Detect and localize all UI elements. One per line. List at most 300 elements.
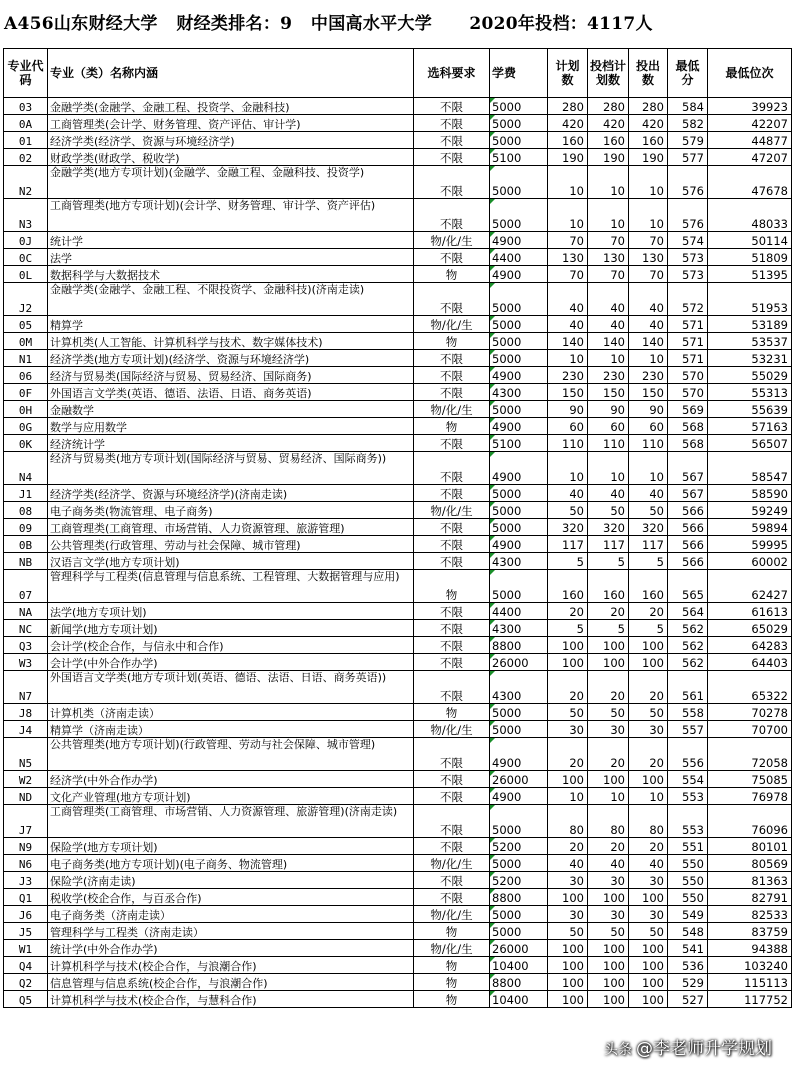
row-min-rank: 53189	[708, 316, 792, 333]
row-fee: 4900	[490, 788, 548, 805]
row-subject-requirement: 物/化/生	[414, 855, 490, 872]
row-plan: 100	[548, 771, 588, 788]
row-name: 法学(地方专项计划)	[48, 603, 414, 620]
row-plan: 280	[548, 98, 588, 115]
row-out: 5	[629, 620, 668, 637]
row-min-rank: 39923	[708, 98, 792, 115]
row-toudang-plan: 40	[588, 855, 629, 872]
row-fee: 5000	[490, 316, 548, 333]
row-code: J4	[4, 721, 48, 738]
row-fee: 5100	[490, 149, 548, 166]
row-fee: 5200	[490, 838, 548, 855]
row-toudang-plan: 40	[588, 283, 629, 316]
row-min-score: 549	[668, 906, 708, 923]
row-subject-requirement: 不限	[414, 620, 490, 637]
row-name: 工商管理类(地方专项计划)(会计学、财务管理、审计学、资产评估)	[48, 199, 414, 232]
row-subject-requirement: 物	[414, 333, 490, 350]
row-name: 会计学(中外合作办学)	[48, 654, 414, 671]
table-row	[4, 603, 792, 620]
row-toudang-plan: 20	[588, 738, 629, 771]
table-row	[4, 384, 792, 401]
row-subject-requirement: 物	[414, 991, 490, 1008]
row-min-score: 551	[668, 838, 708, 855]
table-row	[4, 620, 792, 637]
row-code: Q2	[4, 974, 48, 991]
row-subject-requirement: 不限	[414, 553, 490, 570]
row-min-score: 570	[668, 384, 708, 401]
row-plan: 100	[548, 889, 588, 906]
row-min-rank: 53537	[708, 333, 792, 350]
table-row	[4, 249, 792, 266]
row-subject-requirement: 不限	[414, 435, 490, 452]
row-fee: 5000	[490, 199, 548, 232]
row-toudang-plan: 30	[588, 872, 629, 889]
header-fee: 学费	[490, 49, 548, 98]
table-row	[4, 502, 792, 519]
table-row	[4, 485, 792, 502]
row-subject-requirement: 不限	[414, 771, 490, 788]
row-out: 100	[629, 974, 668, 991]
row-plan: 30	[548, 906, 588, 923]
row-toudang-plan: 30	[588, 906, 629, 923]
row-subject-requirement: 不限	[414, 536, 490, 553]
row-plan: 20	[548, 671, 588, 704]
row-fee: 26000	[490, 940, 548, 957]
row-name: 经济与贸易类(国际经济与贸易、贸易经济、国际商务)	[48, 367, 414, 384]
row-subject-requirement: 不限	[414, 788, 490, 805]
row-plan: 110	[548, 435, 588, 452]
row-fee: 5000	[490, 98, 548, 115]
row-fee: 10400	[490, 957, 548, 974]
row-min-score: 566	[668, 553, 708, 570]
row-name: 汉语言文学(地方专项计划)	[48, 553, 414, 570]
row-plan: 140	[548, 333, 588, 350]
row-min-rank: 65322	[708, 671, 792, 704]
row-name: 电子商务类(物流管理、电子商务)	[48, 502, 414, 519]
row-min-score: 568	[668, 418, 708, 435]
row-min-rank: 59894	[708, 519, 792, 536]
row-code: N2	[4, 166, 48, 199]
row-fee: 8800	[490, 974, 548, 991]
row-min-score: 553	[668, 788, 708, 805]
row-min-rank: 53231	[708, 350, 792, 367]
row-subject-requirement: 不限	[414, 485, 490, 502]
row-min-rank: 55639	[708, 401, 792, 418]
watermark-brand: 头条	[604, 1042, 632, 1058]
row-plan: 20	[548, 738, 588, 771]
table-row	[4, 418, 792, 435]
row-plan: 70	[548, 232, 588, 249]
table-row	[4, 553, 792, 570]
header-out: 投出数	[629, 49, 668, 98]
row-min-rank: 117752	[708, 991, 792, 1008]
row-subject-requirement: 物/化/生	[414, 940, 490, 957]
row-plan: 5	[548, 620, 588, 637]
row-code: 0K	[4, 435, 48, 452]
row-code: NC	[4, 620, 48, 637]
row-name: 财政学类(财政学、税收学)	[48, 149, 414, 166]
row-code: 0F	[4, 384, 48, 401]
row-min-rank: 115113	[708, 974, 792, 991]
row-toudang-plan: 5	[588, 553, 629, 570]
row-name: 金融学类(金融学、金融工程、投资学、金融科技)	[48, 98, 414, 115]
row-out: 160	[629, 132, 668, 149]
row-min-score: 527	[668, 991, 708, 1008]
row-code: Q3	[4, 637, 48, 654]
table-row	[4, 771, 792, 788]
row-min-score: 576	[668, 166, 708, 199]
row-plan: 320	[548, 519, 588, 536]
row-name: 新闻学(地方专项计划)	[48, 620, 414, 637]
row-subject-requirement: 物	[414, 704, 490, 721]
row-min-score: 550	[668, 889, 708, 906]
row-min-score: 564	[668, 603, 708, 620]
row-min-score: 529	[668, 974, 708, 991]
row-min-score: 566	[668, 536, 708, 553]
table-row	[4, 316, 792, 333]
row-fee: 8800	[490, 637, 548, 654]
row-plan: 10	[548, 199, 588, 232]
row-name: 电子商务类(地方专项计划)(电子商务、物流管理)	[48, 855, 414, 872]
row-name: 统计学	[48, 232, 414, 249]
row-subject-requirement: 不限	[414, 671, 490, 704]
row-name: 计算机类(人工智能、计算机科学与技术、数字媒体技术)	[48, 333, 414, 350]
row-plan: 40	[548, 316, 588, 333]
row-min-score: 561	[668, 671, 708, 704]
row-out: 70	[629, 266, 668, 283]
row-code: 0M	[4, 333, 48, 350]
row-subject-requirement: 不限	[414, 637, 490, 654]
table-row	[4, 957, 792, 974]
row-plan: 230	[548, 367, 588, 384]
row-name: 计算机科学与技术(校企合作，与慧科合作)	[48, 991, 414, 1008]
row-subject-requirement: 不限	[414, 149, 490, 166]
row-min-score: 536	[668, 957, 708, 974]
row-out: 100	[629, 889, 668, 906]
row-out: 100	[629, 654, 668, 671]
row-min-rank: 64403	[708, 654, 792, 671]
row-plan: 20	[548, 838, 588, 855]
row-toudang-plan: 10	[588, 788, 629, 805]
row-min-rank: 51953	[708, 283, 792, 316]
row-min-rank: 61613	[708, 603, 792, 620]
row-out: 60	[629, 418, 668, 435]
watermark	[604, 1037, 772, 1061]
row-min-rank: 59995	[708, 536, 792, 553]
row-fee: 4300	[490, 620, 548, 637]
row-plan: 130	[548, 249, 588, 266]
row-plan: 40	[548, 283, 588, 316]
row-toudang-plan: 100	[588, 654, 629, 671]
row-name: 公共管理类(行政管理、劳动与社会保障、城市管理)	[48, 536, 414, 553]
row-out: 40	[629, 316, 668, 333]
row-toudang-plan: 100	[588, 991, 629, 1008]
row-fee: 5000	[490, 283, 548, 316]
row-fee: 4900	[490, 452, 548, 485]
row-subject-requirement: 物	[414, 957, 490, 974]
row-plan: 30	[548, 721, 588, 738]
row-out: 90	[629, 401, 668, 418]
row-code: 07	[4, 570, 48, 603]
row-name: 精算学	[48, 316, 414, 333]
row-out: 140	[629, 333, 668, 350]
row-min-rank: 70700	[708, 721, 792, 738]
row-subject-requirement: 物	[414, 923, 490, 940]
row-min-score: 579	[668, 132, 708, 149]
row-min-rank: 47207	[708, 149, 792, 166]
row-out: 150	[629, 384, 668, 401]
row-toudang-plan: 70	[588, 232, 629, 249]
row-fee: 5000	[490, 166, 548, 199]
row-plan: 10	[548, 788, 588, 805]
row-plan: 50	[548, 923, 588, 940]
row-toudang-plan: 230	[588, 367, 629, 384]
row-out: 100	[629, 991, 668, 1008]
row-name: 数学与应用数学	[48, 418, 414, 435]
table-row	[4, 637, 792, 654]
header-toudang-plan: 投档计划数	[588, 49, 629, 98]
row-code: 02	[4, 149, 48, 166]
row-subject-requirement: 不限	[414, 132, 490, 149]
row-subject-requirement: 不限	[414, 805, 490, 838]
row-plan: 100	[548, 637, 588, 654]
table-row	[4, 149, 792, 166]
table-row	[4, 132, 792, 149]
row-fee: 4300	[490, 384, 548, 401]
row-out: 40	[629, 855, 668, 872]
row-min-score: 566	[668, 519, 708, 536]
row-name: 信息管理与信息系统(校企合作，与浪潮合作)	[48, 974, 414, 991]
row-plan: 50	[548, 502, 588, 519]
row-code: 06	[4, 367, 48, 384]
table-row	[4, 570, 792, 603]
row-min-rank: 47678	[708, 166, 792, 199]
row-fee: 26000	[490, 654, 548, 671]
header-subject-requirement: 选科要求	[414, 49, 490, 98]
row-plan: 80	[548, 805, 588, 838]
row-code: 03	[4, 98, 48, 115]
row-fee: 5000	[490, 350, 548, 367]
row-min-rank: 80569	[708, 855, 792, 872]
row-min-rank: 103240	[708, 957, 792, 974]
table-row	[4, 974, 792, 991]
row-min-score: 570	[668, 367, 708, 384]
row-toudang-plan: 5	[588, 620, 629, 637]
row-subject-requirement: 不限	[414, 115, 490, 132]
row-out: 100	[629, 637, 668, 654]
row-subject-requirement: 不限	[414, 603, 490, 620]
row-plan: 160	[548, 570, 588, 603]
row-subject-requirement: 不限	[414, 838, 490, 855]
table-row	[4, 519, 792, 536]
row-min-rank: 83759	[708, 923, 792, 940]
row-code: 0L	[4, 266, 48, 283]
row-subject-requirement: 不限	[414, 199, 490, 232]
row-toudang-plan: 150	[588, 384, 629, 401]
row-plan: 100	[548, 940, 588, 957]
row-toudang-plan: 420	[588, 115, 629, 132]
row-name: 电子商务类（济南走读）	[48, 906, 414, 923]
row-min-rank: 50114	[708, 232, 792, 249]
row-min-rank: 48033	[708, 199, 792, 232]
page-title: A456山东财经大学 财经类排名：9 中国高水平大学 2020年投档：4117人	[4, 14, 653, 34]
row-name: 工商管理类(工商管理、市场营销、人力资源管理、旅游管理)(济南走读)	[48, 805, 414, 838]
row-subject-requirement: 不限	[414, 249, 490, 266]
row-code: N6	[4, 855, 48, 872]
row-subject-requirement: 不限	[414, 872, 490, 889]
row-min-rank: 81363	[708, 872, 792, 889]
row-fee: 4400	[490, 249, 548, 266]
row-subject-requirement: 不限	[414, 98, 490, 115]
row-code: ND	[4, 788, 48, 805]
row-code: 0J	[4, 232, 48, 249]
row-code: 0B	[4, 536, 48, 553]
row-subject-requirement: 物/化/生	[414, 502, 490, 519]
row-min-rank: 72058	[708, 738, 792, 771]
row-toudang-plan: 10	[588, 199, 629, 232]
row-name: 金融学类(金融学、金融工程、不限投资学、金融科技)(济南走读)	[48, 283, 414, 316]
row-code: W3	[4, 654, 48, 671]
row-out: 10	[629, 350, 668, 367]
row-toudang-plan: 10	[588, 452, 629, 485]
header-min-score: 最低分	[668, 49, 708, 98]
row-name: 计算机科学与技术(校企合作，与浪潮合作)	[48, 957, 414, 974]
row-subject-requirement: 不限	[414, 283, 490, 316]
row-out: 30	[629, 721, 668, 738]
row-subject-requirement: 不限	[414, 654, 490, 671]
row-plan: 40	[548, 485, 588, 502]
row-subject-requirement: 物/化/生	[414, 316, 490, 333]
row-out: 20	[629, 603, 668, 620]
row-fee: 4300	[490, 553, 548, 570]
row-toudang-plan: 40	[588, 485, 629, 502]
row-name: 法学	[48, 249, 414, 266]
row-name: 计算机类（济南走读）	[48, 704, 414, 721]
row-plan: 117	[548, 536, 588, 553]
row-out: 420	[629, 115, 668, 132]
row-code: NA	[4, 603, 48, 620]
row-code: Q5	[4, 991, 48, 1008]
row-toudang-plan: 10	[588, 350, 629, 367]
row-min-score: 550	[668, 855, 708, 872]
row-fee: 5000	[490, 333, 548, 350]
table-row	[4, 805, 792, 838]
row-min-rank: 75085	[708, 771, 792, 788]
row-fee: 5000	[490, 923, 548, 940]
row-min-score: 562	[668, 654, 708, 671]
row-subject-requirement: 物/化/生	[414, 401, 490, 418]
row-name: 管理科学与工程类（济南走读）	[48, 923, 414, 940]
row-name: 会计学(校企合作，与信永中和合作)	[48, 637, 414, 654]
admission-table	[3, 48, 792, 1008]
row-min-rank: 65029	[708, 620, 792, 637]
row-min-score: 554	[668, 771, 708, 788]
row-out: 5	[629, 553, 668, 570]
row-min-score: 582	[668, 115, 708, 132]
row-plan: 100	[548, 654, 588, 671]
row-out: 10	[629, 788, 668, 805]
row-out: 110	[629, 435, 668, 452]
row-toudang-plan: 140	[588, 333, 629, 350]
row-plan: 20	[548, 603, 588, 620]
row-min-rank: 42207	[708, 115, 792, 132]
row-toudang-plan: 160	[588, 570, 629, 603]
table-row	[4, 991, 792, 1008]
row-min-score: 566	[668, 502, 708, 519]
row-min-score: 550	[668, 872, 708, 889]
row-min-rank: 82533	[708, 906, 792, 923]
table-row	[4, 333, 792, 350]
row-subject-requirement: 不限	[414, 384, 490, 401]
row-code: W2	[4, 771, 48, 788]
row-min-score: 568	[668, 435, 708, 452]
row-toudang-plan: 100	[588, 889, 629, 906]
row-name: 税收学(校企合作，与百丞合作)	[48, 889, 414, 906]
row-min-score: 562	[668, 620, 708, 637]
row-min-score: 577	[668, 149, 708, 166]
table-row	[4, 923, 792, 940]
header-min-rank: 最低位次	[708, 49, 792, 98]
row-plan: 10	[548, 452, 588, 485]
row-out: 30	[629, 872, 668, 889]
row-name: 经济学类(经济学、资源与环境经济学)	[48, 132, 414, 149]
row-fee: 4900	[490, 232, 548, 249]
row-min-rank: 94388	[708, 940, 792, 957]
row-fee: 10400	[490, 991, 548, 1008]
row-code: 0C	[4, 249, 48, 266]
row-plan: 100	[548, 957, 588, 974]
row-code: N1	[4, 350, 48, 367]
row-plan: 420	[548, 115, 588, 132]
row-toudang-plan: 50	[588, 502, 629, 519]
row-name: 文化产业管理(地方专项计划)	[48, 788, 414, 805]
row-min-score: 572	[668, 283, 708, 316]
row-subject-requirement: 物	[414, 570, 490, 603]
row-code: J1	[4, 485, 48, 502]
row-out: 160	[629, 570, 668, 603]
row-code: N7	[4, 671, 48, 704]
row-min-rank: 58590	[708, 485, 792, 502]
row-toudang-plan: 30	[588, 721, 629, 738]
row-fee: 5000	[490, 721, 548, 738]
table-row	[4, 350, 792, 367]
table-row	[4, 115, 792, 132]
row-name: 工商管理类(会计学、财务管理、资产评估、审计学)	[48, 115, 414, 132]
row-name: 公共管理类(地方专项计划)(行政管理、劳动与社会保障、城市管理)	[48, 738, 414, 771]
header-code: 专业代码	[4, 49, 48, 98]
row-plan: 100	[548, 991, 588, 1008]
row-name: 统计学(中外合作办学)	[48, 940, 414, 957]
row-toudang-plan: 100	[588, 771, 629, 788]
row-min-score: 548	[668, 923, 708, 940]
row-name: 保险学(济南走读)	[48, 872, 414, 889]
row-fee: 5000	[490, 115, 548, 132]
row-name: 经济学(中外合作办学)	[48, 771, 414, 788]
table-row	[4, 838, 792, 855]
table-row	[4, 654, 792, 671]
row-min-score: 584	[668, 98, 708, 115]
row-fee: 5000	[490, 906, 548, 923]
row-code: NB	[4, 553, 48, 570]
row-toudang-plan: 100	[588, 974, 629, 991]
row-min-rank: 51395	[708, 266, 792, 283]
table-row	[4, 367, 792, 384]
row-fee: 4900	[490, 418, 548, 435]
row-plan: 60	[548, 418, 588, 435]
row-min-score: 557	[668, 721, 708, 738]
row-code: N5	[4, 738, 48, 771]
table-row	[4, 872, 792, 889]
